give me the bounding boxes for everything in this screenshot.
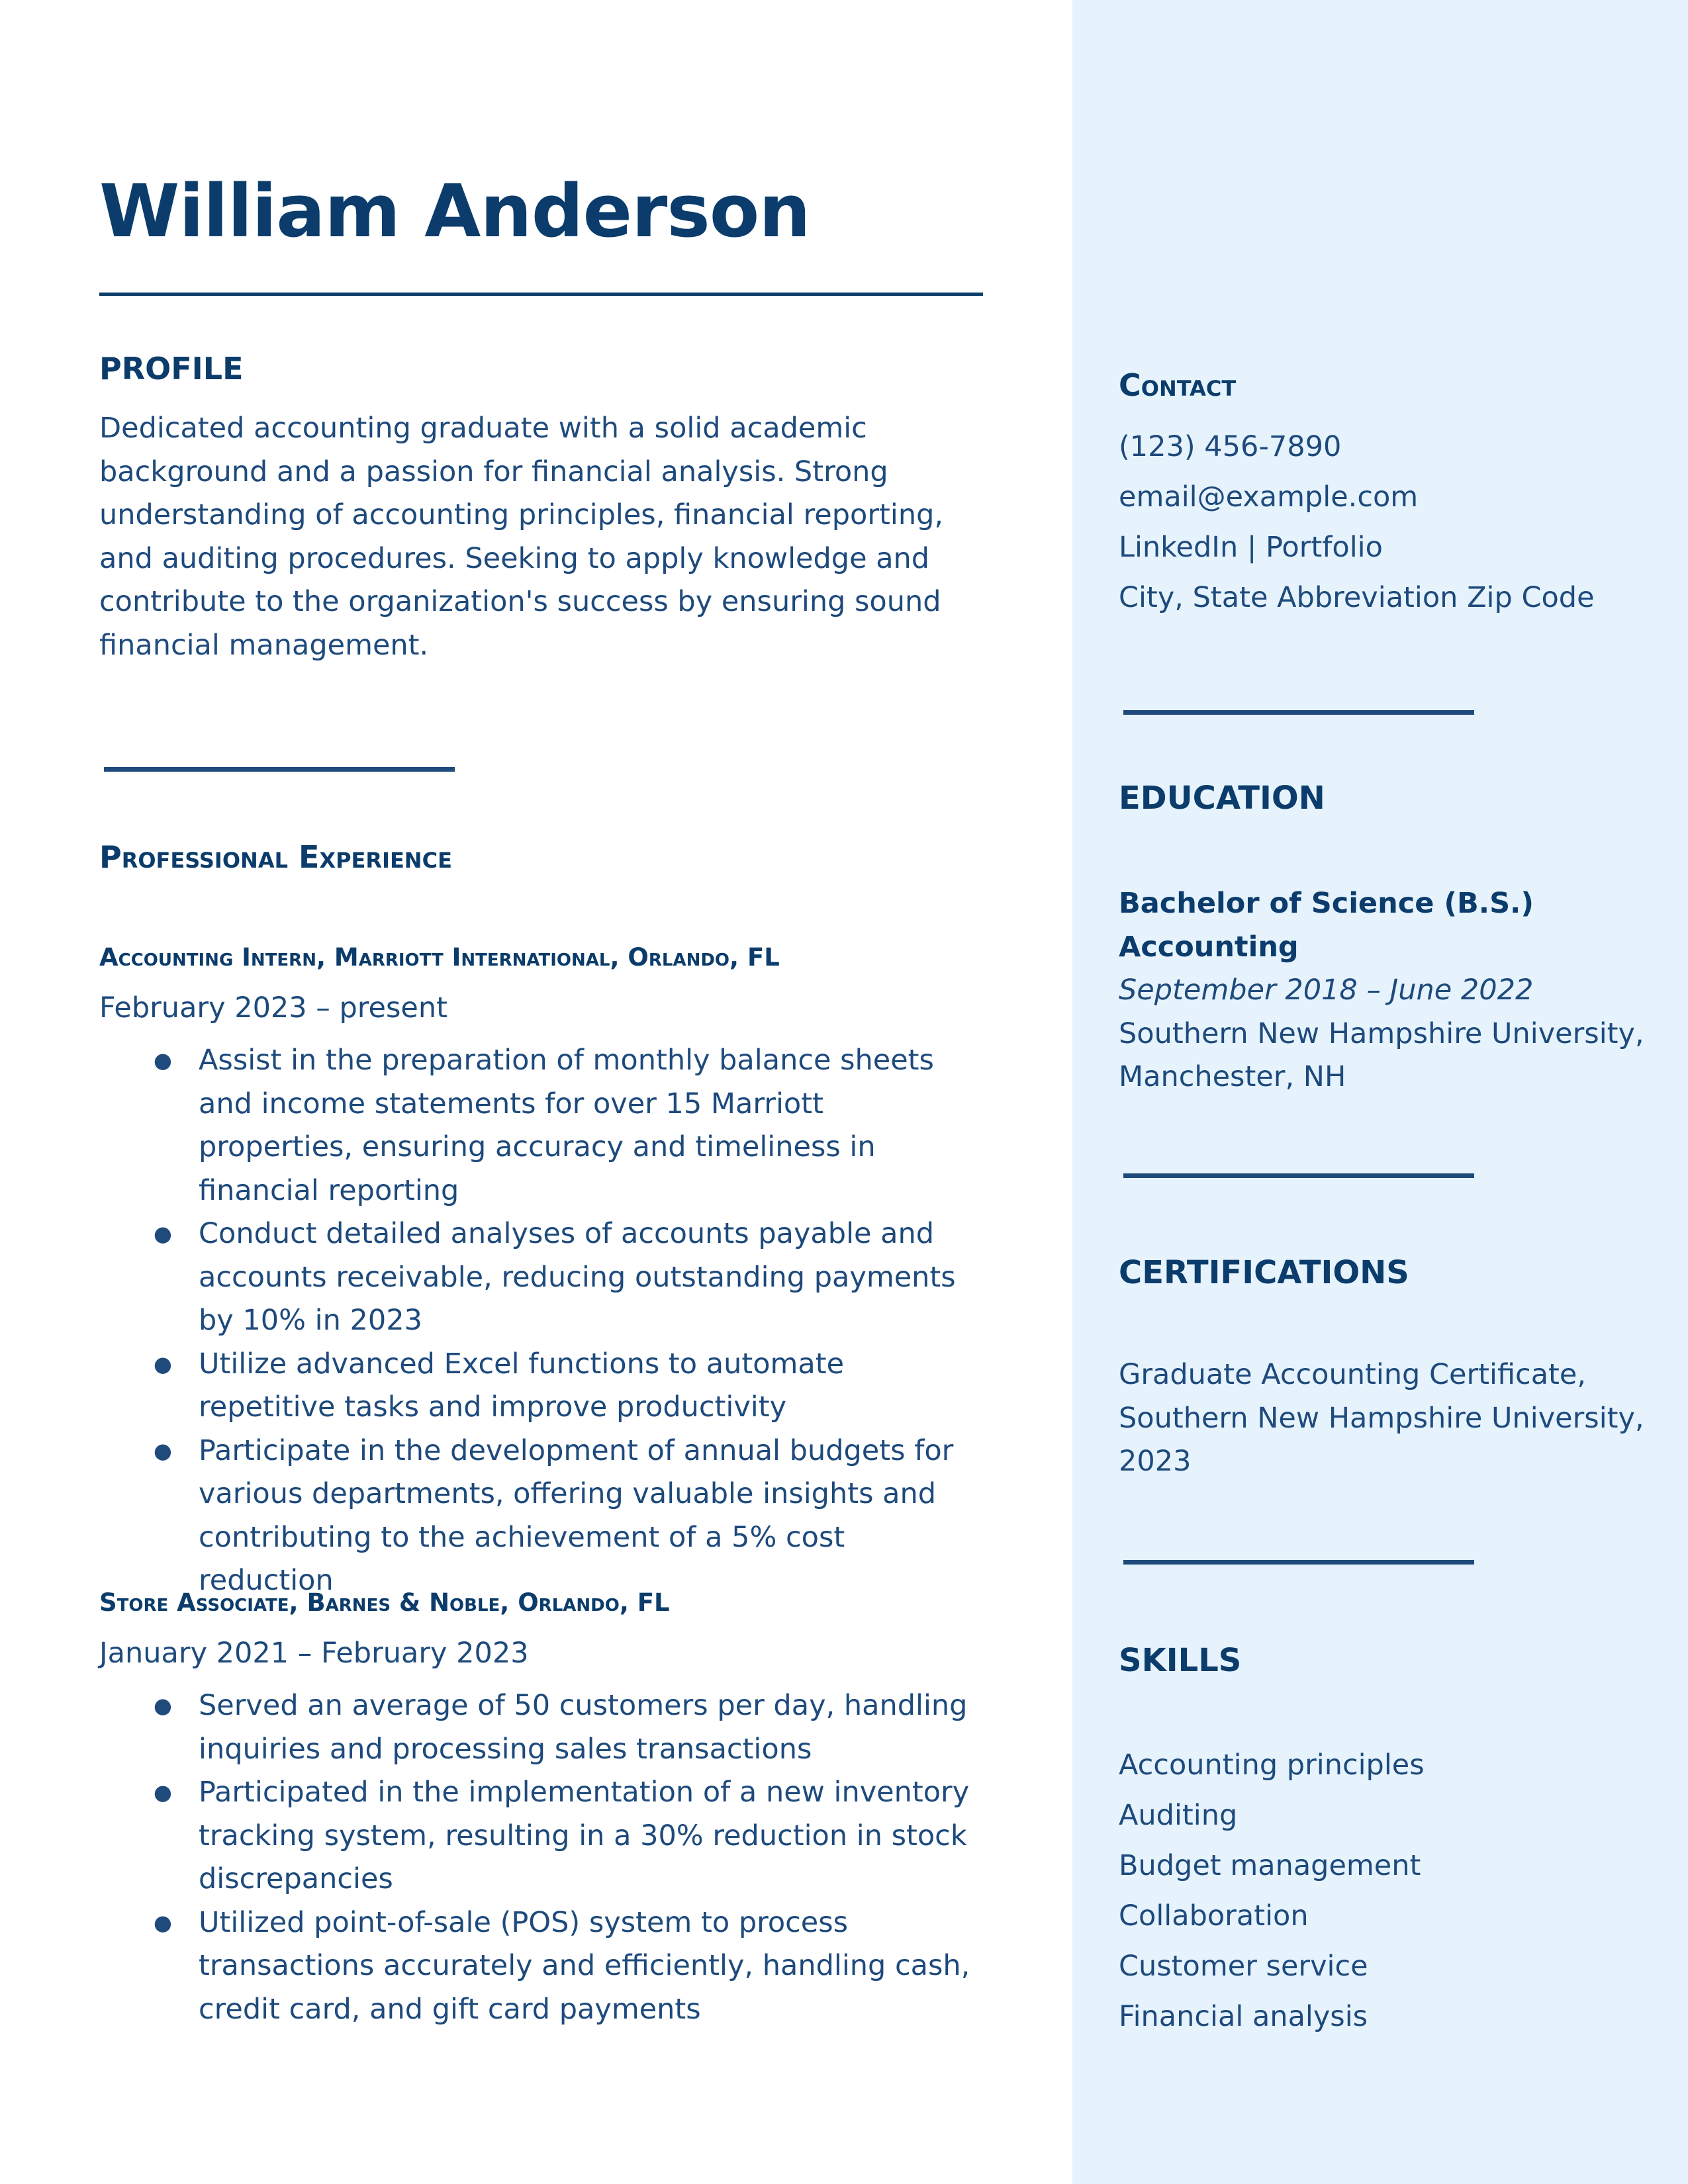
job-bullet: ● Assist in the preparation of monthly balance sheets and income statements for over 15 Marriott properties, ensuring accuracy and timeliness in financial reporting (99, 1039, 986, 1212)
job-bullet: ● Participate in the development of annual budgets for various departments, offering valuable insights and contributing to the achievement of a 5% cost reduction (99, 1430, 986, 1603)
skill-item: Auditing (1119, 1799, 1238, 1832)
job-entry (99, 943, 986, 1603)
skills-list (1119, 1740, 1425, 2042)
bullet-icon: ● (154, 1909, 172, 1935)
section-divider (1123, 710, 1474, 715)
degree-major: Accounting (1119, 930, 1299, 964)
profile-heading: PROFILE (99, 351, 244, 387)
experience-heading: Professional Experience (99, 839, 452, 875)
job-bullet: ● Conduct detailed analyses of accounts payable and accounts receivable, reducing outstanding payments by 10% in 2023 (99, 1212, 986, 1343)
job-entry (99, 1588, 986, 2031)
profile-text: Dedicated accounting graduate with a solid academic background and a passion for financial analysis. Strong understanding of accounting principles, financial reporting, and auditing procedures. Seeking to apply knowledge and contribute to the organization's success by ensuring sound financial management. (99, 412, 944, 662)
skill-item: Accounting principles (1119, 1749, 1425, 1782)
bullet-icon: ● (154, 1048, 172, 1073)
contact-links[interactable]: LinkedIn | Portfolio (1119, 531, 1383, 564)
education-dates: September 2018 – June 2022 (1119, 974, 1534, 1007)
job-title: Store Associate, Barnes & Noble, Orlando, FL (99, 1588, 670, 1617)
contact-phone[interactable]: (123) 456-7890 (1119, 430, 1342, 463)
job-dates: January 2021 – February 2023 (99, 1637, 529, 1670)
bullet-icon: ● (154, 1780, 172, 1805)
contact-email[interactable]: email@example.com (1119, 480, 1419, 514)
skill-item: Collaboration (1119, 1899, 1309, 1933)
skill-item: Financial analysis (1119, 2000, 1368, 2033)
job-bullets (99, 1684, 986, 2031)
bullet-icon: ● (154, 1221, 172, 1246)
contact-location: City, State Abbreviation Zip Code (1119, 581, 1595, 614)
name-divider (99, 293, 983, 296)
job-bullet: ● Utilize advanced Excel functions to automate repetitive tasks and improve productivity (99, 1343, 986, 1430)
bullet-icon: ● (154, 1693, 172, 1718)
contact-heading: Contact (1119, 367, 1237, 403)
certifications-heading: CERTIFICATIONS (1119, 1254, 1409, 1291)
education-school: Southern New Hampshire University, Manchester, NH (1119, 1017, 1644, 1093)
section-divider (104, 767, 455, 772)
job-title: Accounting Intern, Marriott International, Orlando, FL (99, 943, 780, 972)
job-bullet: ● Utilized point-of-sale (POS) system to process transactions accurately and efficiently, handling cash, credit card, and gift card payments (99, 1901, 986, 2032)
job-bullet: ● Served an average of 50 customers per day, handling inquiries and processing sales transactions (99, 1684, 986, 1771)
skills-heading: SKILLS (1119, 1642, 1242, 1679)
bullet-icon: ● (154, 1437, 172, 1463)
certification-entry: Graduate Accounting Certificate, Southern New Hampshire University, 2023 (1119, 1358, 1644, 1478)
section-divider (1123, 1560, 1474, 1565)
job-bullet: ● Participated in the implementation of a new inventory tracking system, resulting in a 30% reduction in stock discrepancies (99, 1771, 986, 1901)
bullet-icon: ● (154, 1351, 172, 1377)
education-entry (1119, 882, 1662, 1099)
section-divider (1123, 1173, 1474, 1178)
education-heading: EDUCATION (1119, 780, 1325, 817)
job-dates: February 2023 – present (99, 991, 447, 1024)
skill-item: Customer service (1119, 1950, 1368, 1983)
degree-title: Bachelor of Science (B.S.) (1119, 887, 1534, 920)
job-bullets (99, 1039, 986, 1603)
skill-item: Budget management (1119, 1849, 1421, 1882)
contact-list (1119, 422, 1595, 623)
resume-name: William Anderson (99, 169, 810, 253)
